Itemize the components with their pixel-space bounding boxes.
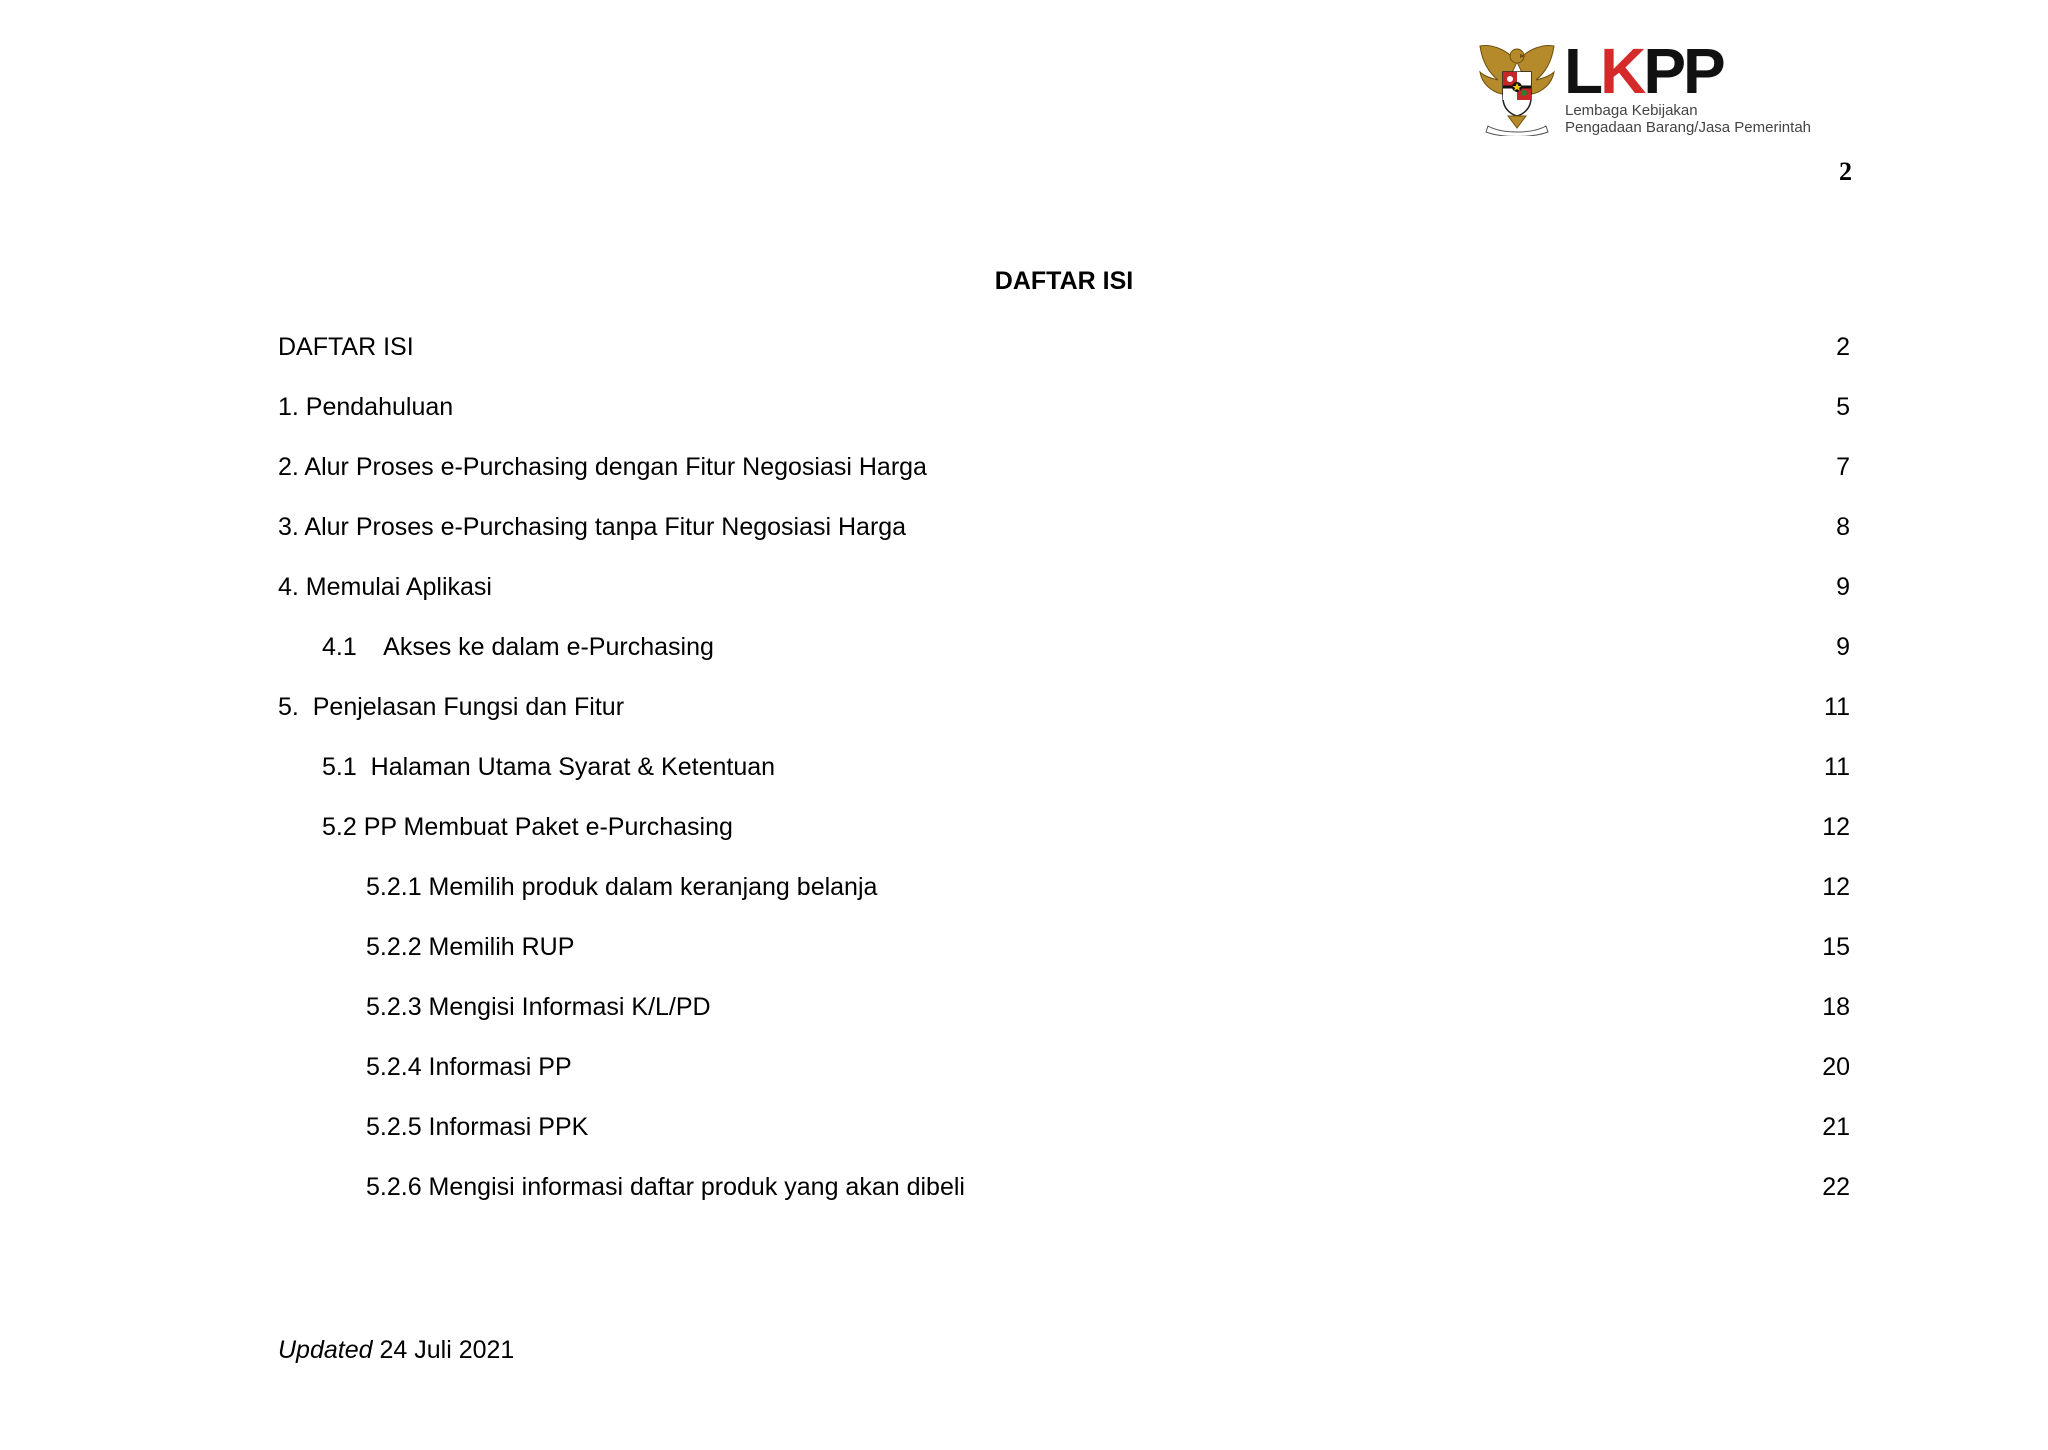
toc-entry[interactable] xyxy=(278,687,1850,727)
toc-entry-page: 8 xyxy=(1836,513,1850,541)
footer-date: 24 Juli 2021 xyxy=(372,1336,515,1364)
toc-entry-label: 3. Alur Proses e-Purchasing tanpa Fitur Negosiasi Harga xyxy=(278,513,907,541)
toc-entry-page: 11 xyxy=(1824,693,1850,721)
toc-entry-page: 12 xyxy=(1822,813,1850,841)
toc-entry-page: 9 xyxy=(1836,633,1850,661)
toc-entry[interactable] xyxy=(278,1107,1850,1147)
toc-entry-label: 5.2.3 Mengisi Informasi K/L/PD xyxy=(366,993,711,1021)
toc-entry-page: 22 xyxy=(1822,1173,1850,1201)
toc-entry[interactable] xyxy=(278,807,1850,847)
toc-entry-page: 11 xyxy=(1824,753,1850,781)
logo-letter-k: K xyxy=(1600,35,1644,107)
toc-entry-page: 18 xyxy=(1822,993,1850,1021)
toc-entry-label: 1. Pendahuluan xyxy=(278,393,454,421)
logo-subtitle-line1: Lembaga Kebijakan xyxy=(1565,102,1698,119)
toc-entry[interactable] xyxy=(278,987,1850,1027)
toc-entry-page: 20 xyxy=(1822,1053,1850,1081)
toc-entry-page: 2 xyxy=(1836,333,1850,361)
toc-entry-label: 5.2.1 Memilih produk dalam keranjang belanja xyxy=(366,873,878,901)
toc-entry-page: 15 xyxy=(1822,933,1850,961)
toc-entry-label: 5.2.4 Informasi PP xyxy=(366,1053,572,1081)
toc-entry-page: 12 xyxy=(1822,873,1850,901)
toc-entry[interactable] xyxy=(278,627,1850,667)
toc-entry[interactable] xyxy=(278,387,1850,427)
toc-entry-label: 5.2 PP Membuat Paket e-Purchasing xyxy=(322,813,733,841)
toc-entry-label: 2. Alur Proses e-Purchasing dengan Fitur Negosiasi Harga xyxy=(278,453,927,481)
footer-updated-label: Updated xyxy=(278,1336,373,1364)
toc-entry-label: 5.2.2 Memilih RUP xyxy=(366,933,575,961)
page-title: DAFTAR ISI xyxy=(994,267,1134,295)
toc-entry-label: DAFTAR ISI xyxy=(278,333,414,361)
toc-entry-label: 5. Penjelasan Fungsi dan Fitur xyxy=(278,693,625,721)
toc-entry[interactable] xyxy=(278,1167,1850,1207)
toc-entry[interactable] xyxy=(278,507,1850,547)
toc-entry-page: 7 xyxy=(1836,453,1850,481)
toc-entry[interactable] xyxy=(278,567,1850,607)
toc-entry-page: 9 xyxy=(1836,573,1850,601)
logo-letters-pp: PP xyxy=(1643,35,1723,107)
logo-subtitle-line2: Pengadaan Barang/Jasa Pemerintah xyxy=(1565,119,1812,136)
toc-entry-page: 5 xyxy=(1836,393,1850,421)
toc-entry-label: 4.1 Akses ke dalam e-Purchasing xyxy=(322,633,714,661)
toc-entry[interactable] xyxy=(278,747,1850,787)
logo-wordmark xyxy=(1564,35,1723,107)
toc-entry-label: 5.2.5 Informasi PPK xyxy=(366,1113,589,1141)
toc-entry[interactable] xyxy=(278,867,1850,907)
logo-letter-l: L xyxy=(1564,35,1601,107)
toc-entry[interactable] xyxy=(278,1047,1850,1087)
footer-updated xyxy=(278,1330,514,1370)
page-number: 2 xyxy=(1839,157,1852,186)
toc-entry[interactable] xyxy=(278,327,1850,367)
toc-entry-page: 21 xyxy=(1822,1113,1850,1141)
lkpp-logo xyxy=(1476,35,1816,142)
toc-entry-label: 5.1 Halaman Utama Syarat & Ketentuan xyxy=(322,753,776,781)
toc-entry[interactable] xyxy=(278,447,1850,487)
garuda-emblem-icon xyxy=(1476,42,1558,136)
toc-entry-label: 5.2.6 Mengisi informasi daftar produk yang akan dibeli xyxy=(366,1173,965,1201)
toc-entry-label: 4. Memulai Aplikasi xyxy=(278,573,492,601)
toc-entry[interactable] xyxy=(278,927,1850,967)
